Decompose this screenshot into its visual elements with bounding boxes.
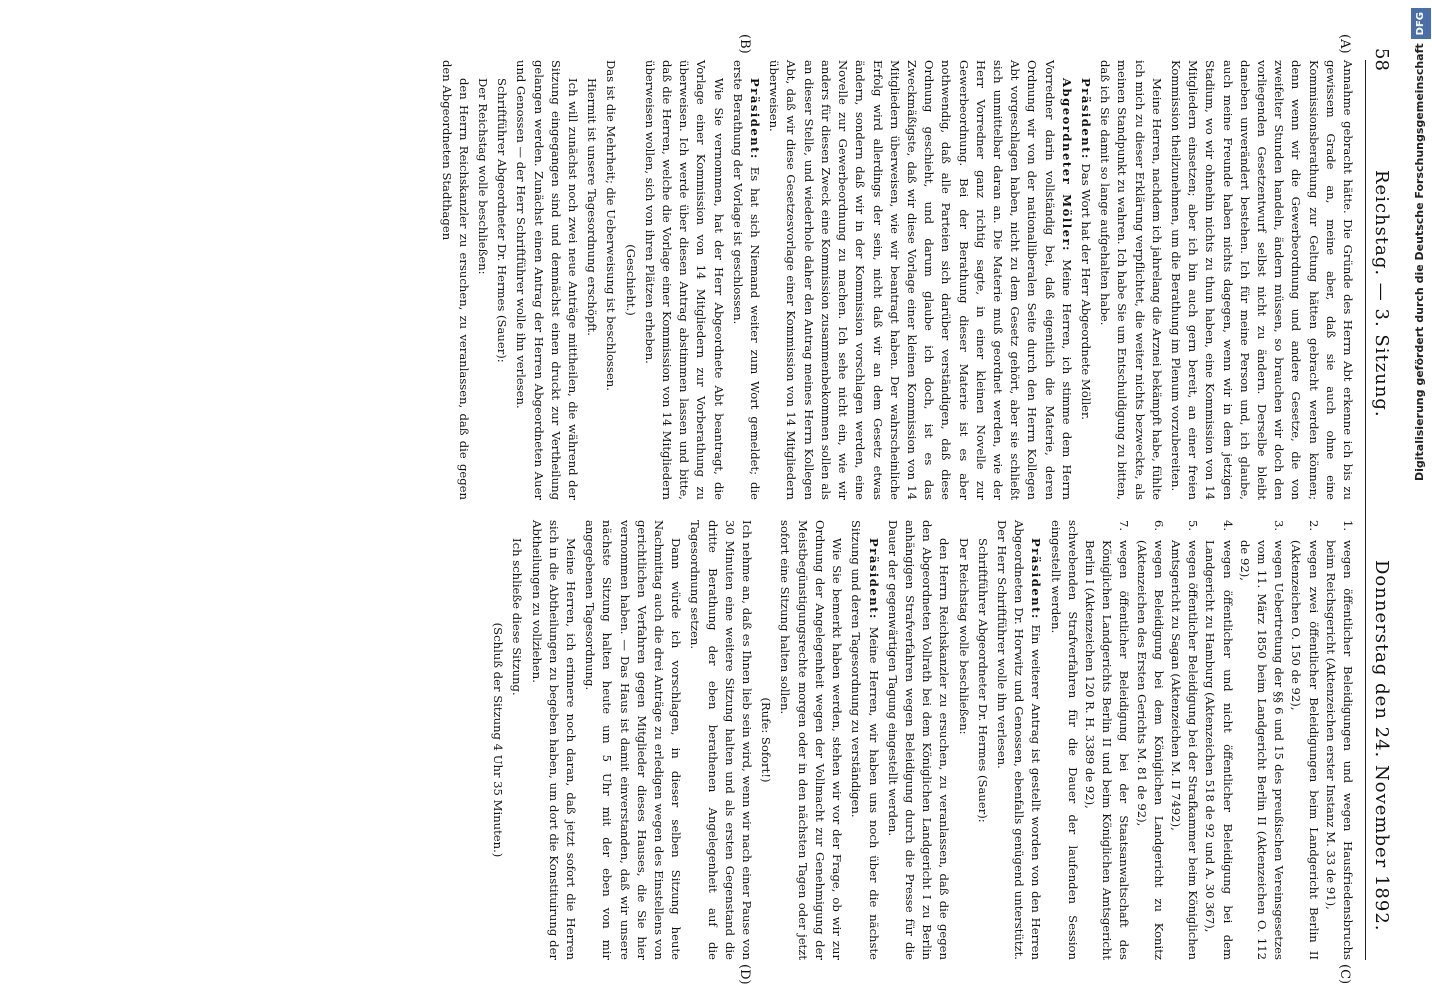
paragraph: Meine Herren, ich erinnere noch daran, daß jetzt sofort die Herren sich in die Abtheilungen zu begeben haben, um dort die Konstituirung der Abtheilungen zu vollziehen. [529, 520, 579, 960]
speaker: Schriftführer Abgeordneter Dr. Hermes (Sauer): [975, 538, 990, 823]
paragraph: Der Reichstag wolle beschließen: [476, 78, 491, 275]
list-number: 2. [1306, 520, 1321, 532]
speaker: Abgeordneter Möller: [1059, 78, 1074, 252]
column-left [435, 60, 1356, 500]
closing-note: (Schluß der Sitzung 4 Uhr 35 Minuten.) [491, 622, 506, 858]
dfg-logo: DFG [1411, 8, 1431, 39]
paragraph: Annahme gebracht hätte. Die Gründe des Herrn Abt erkenne ich bis zu gewissem Grade an, meine aber, daß sie auch ohne eine Kommissionsberathung zur Geltung hätten gebracht werden können; denn wenn wir die Gewerbeordnung und andere Gesetze, die von zweifelter Stunden handeln, ändern müssen, so brauchen wir doch den vorliegenden Gesetzentwurf selbst nicht zu ändern. Derselbe bleibt daneben unverändert bestehen. Ich für meine Person und, ich glaube, auch meine Freunde haben nichts dagegen, wenn wir in dem jetzigen Stadium, wo wir ohnehin nichts zu thun haben, eine Kommission von 14 Mitgliedern einsetzen; aber ich bin auch gern bereit, an einer freien Kommission theilzunehmen, um die Berathung im Plenum vorzubereiten. [1168, 60, 1355, 500]
paragraph: Ich will zunächst noch zwei neue Anträge mittheilen, die während der Sitzung eingegangen sind und demnächst einen druckt zur Vertheilung gelangen werden. Zunächst einen Antrag der Herren Abgeordneten Auer und Genossen — der Herr Schriftführer wolle ihn verlesen. [514, 60, 581, 500]
list-number: 4. [1220, 520, 1235, 532]
paragraph: den Herrn Reichskanzler zu ersuchen, zu veranlassen, daß die gegen den Abgeordneten Stadthagen [439, 60, 471, 500]
list-item [1081, 520, 1133, 960]
paragraph: Es hat sich Niemand weiter zum Wort gemeldet; die erste Berathung der Vorlage ist geschlossen. [730, 60, 763, 501]
page-header [1368, 0, 1392, 1000]
paragraph: Meine Herren, wir haben uns noch über die nächste Sitzung und deren Tagesordnung zu verständigen. [849, 520, 881, 960]
column-right [487, 520, 1356, 960]
header-left: Reichstag. — 3. Sitzung. [1371, 170, 1392, 418]
list-item [1236, 520, 1288, 960]
paragraph: Hiermit ist unsere Tagesordnung erschöpft. [585, 78, 600, 336]
header-right: Donnerstag den 24. November 1892. [1371, 560, 1392, 932]
speaker: Präsident: [748, 78, 763, 160]
speaker: Präsident: [1029, 538, 1044, 620]
list-number: 7. [1117, 520, 1132, 532]
speaker: Schriftführer Abgeordneter Dr. Hermes (Sauer): [495, 78, 510, 363]
speaker: Präsident: [866, 538, 881, 620]
list-item [1322, 520, 1356, 960]
margin-mark-c: (C) [1337, 964, 1352, 985]
list-text: wegen Uebertretung der §§ 6 und 15 des preußischen Vereinsgesetzes vom 11. März 1850 beim Landgericht Berlin II (Aktenzeichen O. 112 de 92), [1237, 540, 1287, 960]
stage-note: (Geschieht.) [623, 244, 638, 316]
paragraph: Ein weiterer Antrag ist gestellt worden von den Herren Abgeordneten Dr. Horwitz und Genossen, ebenfalls genügend unterstützt. Der Herr Schriftführer wolle ihn verlesen. [994, 520, 1044, 960]
list-text: wegen öffentlicher Beleidigung bei der Staatsanwaltschaft des Königlichen Landgerichts Berlin II und beim Königlichen Amtsgericht Berlin I (Aktenzeichen 120 R. H. 3389 de 92), [1082, 540, 1132, 960]
list-number: 6. [1151, 520, 1166, 532]
list-text: wegen öffentlicher und nicht öffentlicher Beleidigung bei dem Landgericht zu Hamburg (Aktenzeichen 518 de 92 und A. 30 367), [1203, 540, 1235, 960]
paragraph: den Herrn Reichskanzler zu ersuchen, zu veranlassen, daß die gegen den Abgeordneten Vollrath bei dem Königlichen Landgericht I zu Berlin anhängigen Strafverfahren wegen Beleidigung durch die Presse für die Dauer der gegenwärtigen Tagung eingestellt werden. [885, 520, 952, 960]
stage-note: (Rufe: Sofort!) [759, 697, 774, 783]
speaker: Präsident: [1078, 78, 1093, 160]
list-text: wegen Beleidigung bei dem Königlichen Landgericht zu Konitz (Aktenzeichen des Ersten Gerichts M. 81 de 92), [1134, 540, 1166, 960]
numbered-list [1081, 520, 1356, 960]
paragraph: Dann würde ich vorschlagen, in dieser selben Sitzung heute Nachmittag auch die drei Anträge zu erledigen wegen des Einstellens von gerichtlichen Verfahren gegen Mitglieder dieses Hauses, die Sie hier vernommen haben. — Das Haus ist damit einverstanden, daß wir unsere nächste Sitzung halten heute um 5 Uhr mit der eben von mir angegebenen Tagesordnung. [583, 520, 684, 960]
paragraph: Wie Sie vernommen, hat der Herr Abgeordnete Abt beantragt, die Vorlage einer Kommission von 14 Mitgliedern zur Vorberathung zu überweisen. Ich werde über diesen Antrag abstimmen lassen und bitte, daß die Herren, welche die Vorlage einer Kommission von 14 Mitgliedern überweisen wollen, sich von ihren Plätzen erheben. [642, 60, 726, 500]
list-number: 1. [1341, 520, 1355, 532]
paragraph: Meine Herren, nachdem ich jahrelang die Arznei bekämpft habe, fühlte ich mich zu dieser Erklärung verpflichtet, die weiter nichts bezweckte, als meinen Standpunkt zu wahren. Ich habe Sie um Entschuldigung zu bitten, daß ich Sie damit so lange aufgehalten habe. [1098, 60, 1164, 500]
list-number: 5. [1186, 520, 1201, 532]
paragraph: schwebenden Strafverfahren für die Dauer der laufenden Session eingestellt werden. [1048, 520, 1080, 960]
list-text: wegen öffentlicher Beleidigungen und wegen Hausfriedensbruchs beim Reichsgericht (Aktenzeichen erster Instanz M. 33 de 91), [1323, 540, 1355, 960]
credit-text: Digitalisierung gefördert durch die Deutsche Forschungsgemeinschaft [1413, 43, 1426, 482]
paragraph: Der Reichstag wolle beschließen: [956, 538, 971, 735]
paragraph: Das Wort hat der Herr Abgeordnete Möller. [1078, 163, 1093, 420]
margin-mark-d: (D) [737, 964, 752, 985]
list-item [1132, 520, 1166, 960]
page-number: 58 [1371, 48, 1392, 71]
list-text: wegen öffentlicher Beleidigung bei der Strafkammer beim Königlichen Amtsgericht zu Sagan (Aktenzeichen M. II 7492), [1168, 540, 1201, 960]
margin-mark-b: (B) [737, 34, 752, 54]
paragraph: Meine Herren, ich stimme dem Herrn Vorredner darin vollständig bei, daß eigentlich die Materie, deren Ordnung wir von der nationalliberalen Seite durch den Herrn Kollegen Abt vorgeschlagen haben, nicht zu dem Gesetz gehört, aber sie schließt sich unmittelbar daran an. Die Materie muß geordnet werden, wie der Herr Vorredner ganz richtig sagte, in einer kleinen Novelle zur Gewerbeordnung. Bei der Berathung dieser Materie ist es aber nothwendig, daß alle Parteien sich darüber verständigen, daß diese Ordnung geschieht, und darum glaube ich doch, ist es das Zweckmäßigste, daß wir diese Vorlage einer kleinen Kommission von 14 Mitgliedern überweisen, wie wir beantragt haben. Der wahrscheinliche Erfolg wird allerdings der sein, nicht daß wir an dem Gesetz etwas ändern, sondern daß wir in der Kommission vorschlagen werden, eine Novelle zur Gewerbeordnung zu machen. Ich sehe nicht ein, wie wir anders für diesen Zweck eine Kommission zusammenbekommen sollen als an dieser Stelle, und wiederhole daher den Antrag meines Herrn Kollegen Abt, daß wir diese Gesetzesvorlage einer Kommission von 14 Mitgliedern überweisen. [767, 60, 1074, 500]
list-item [1167, 520, 1201, 960]
margin-mark-a: (A) [1337, 34, 1352, 54]
paragraph: Wie Sie bemerkt haben werden, stehen wir vor der Frage, ob wir zur Ordnung der Angelegenheit wegen der Vollmacht zur Genehmigung der Meistbegünstigungsrechte morgen oder in den nächsten Tagen oder jetzt sofort eine Sitzung halten sollen. [778, 520, 845, 960]
paragraph: Ich schließe diese Sitzung. [510, 538, 525, 696]
list-item [1201, 520, 1235, 960]
paragraph: Das ist die Mehrheit; die Ueberweisung ist beschlossen. [604, 60, 619, 391]
list-number: 3. [1272, 520, 1287, 532]
list-text: wegen zwei öffentlicher Beleidigungen beim Landgericht Berlin II (Aktenzeichen O. 150 de 92), [1289, 540, 1321, 960]
digitization-credit [1410, 8, 1430, 988]
header-rule [1365, 60, 1366, 960]
paragraph: Ich nehme an, daß es Ihnen lieb sein wird, wenn wir nach einer Pause von 30 Minuten eine weitere Sitzung halten und als ersten Gegenstand die dritte Berathung der eben berathenen Angelegenheit auf die Tagesordnung setzen. [688, 520, 755, 960]
list-item [1287, 520, 1321, 960]
